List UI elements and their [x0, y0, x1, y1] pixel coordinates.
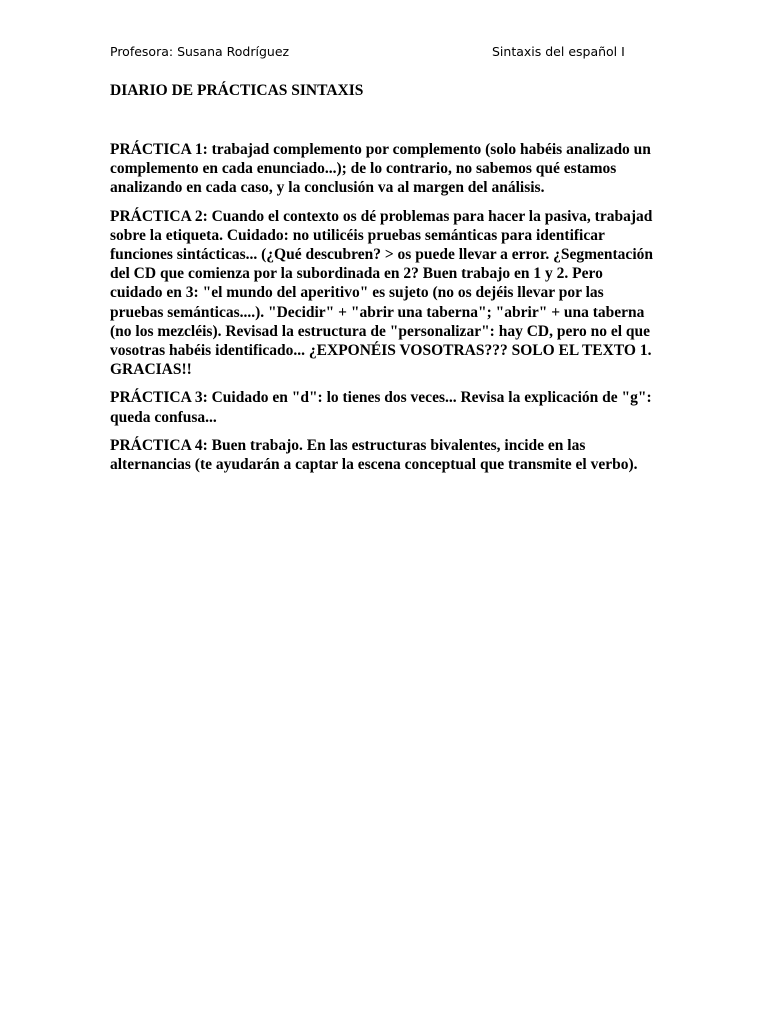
practice-3-paragraph: PRÁCTICA 3: Cuidado en "d": lo tienes dos veces... Revisa la explicación de "g": queda confusa...	[110, 389, 652, 426]
practice-1-paragraph: PRÁCTICA 1: trabajad complemento por complemento (solo habéis analizado un complemento en cada enunciado...); de lo contrario, no sabemos qué estamos analizando en cada caso, y la conclusión va al margen del análisis.	[110, 141, 651, 197]
document-body	[110, 140, 658, 483]
page-header	[110, 42, 650, 62]
header-teacher: Profesora: Susana Rodríguez	[110, 44, 290, 59]
document-title: DIARIO DE PRÁCTICAS SINTAXIS	[110, 82, 364, 99]
header-course: Sintaxis del español I	[492, 44, 625, 59]
practice-4-paragraph: PRÁCTICA 4: Buen trabajo. En las estructuras bivalentes, incide en las alternancias (te ayudarán a captar la escena conceptual que transmite el verbo).	[110, 436, 638, 474]
practice-2-paragraph: PRÁCTICA 2: Cuando el contexto os dé problemas para hacer la pasiva, trabajad sobre la etiqueta. Cuidado: no utilicéis pruebas semánticas para identificar funciones sintácticas... (¿Qué descubren? > os puede llevar a error. ¿Segmentación del CD que comienza por la subordinada en 2? Buen trabajo en 1 y 2. Pero cuidado en 3: "el mundo del aperitivo" es sujeto (no os dejéis llevar por las pruebas semánticas....). "Decidir" + "abrir una taberna"; "abrir" + una taberna (no los mezcléis). Revisad la estructura de "personalizar": hay CD, pero no el que vosotras habéis identificado... ¿EXPONÉIS VOSOTRAS??? SOLO EL TEXTO 1. GRACIAS!!	[110, 207, 653, 379]
